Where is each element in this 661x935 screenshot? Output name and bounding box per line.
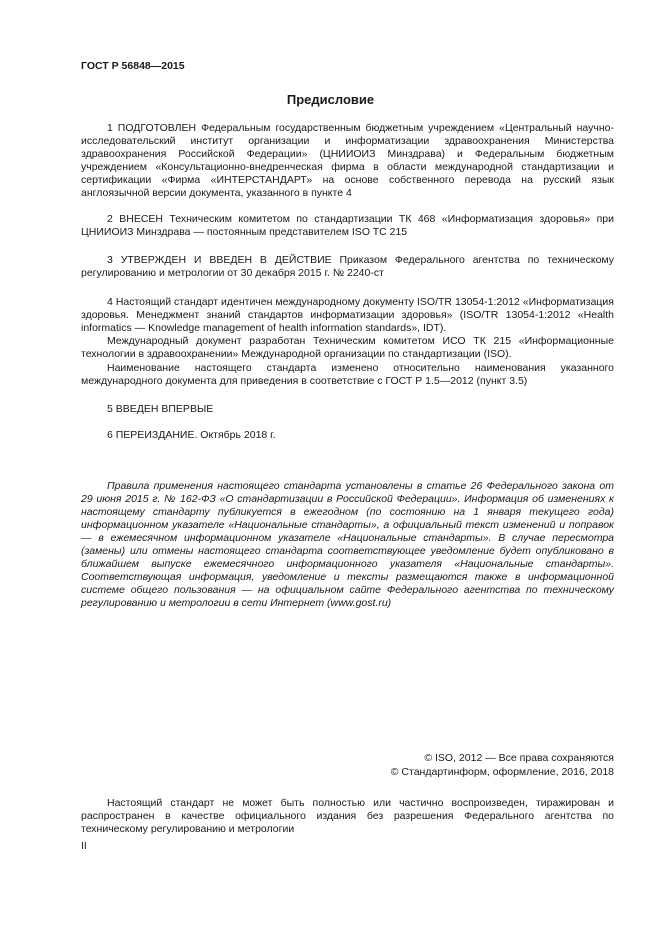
page-number: II (81, 840, 87, 852)
item-2: 2 ВНЕСЕН Техническим комитетом по стандартизации ТК 468 «Информатизация здоровья» при ЦНИИОИЗ Минздрава — постоянным представителем ISO TC 215 (81, 213, 614, 238)
item-3: 3 УТВЕРЖДЕН И ВВЕДЕН В ДЕЙСТВИЕ Приказом Федерального агентства по техническому регулированию и метрологии от 30 декабря 2015 г. № 2240-ст (81, 254, 614, 279)
item-5: 5 ВВЕДЕН ВПЕРВЫЕ (107, 403, 214, 415)
item-4: 4 Настоящий стандарт идентичен международному документу ISO/TR 13054-1:2012 «Информатизация здоровья. Менеджмент знаний стандартов информатизации здоровья» (ISO/TR 13054-1:2012 «Health informatics — Knowledge management of health information standards», IDT). (81, 296, 614, 334)
copyright-standartinform: © Стандартинформ, оформление, 2016, 2018 (390, 766, 614, 778)
item-4-note-2: Наименование настоящего стандарта изменено относительно наименования указанного международного документа для приведения в соответствие с ГОСТ Р 1.5—2012 (пункт 3.5) (81, 362, 614, 387)
item-1: 1 ПОДГОТОВЛЕН Федеральным государственным бюджетным учреждением «Центральный научно-исследовательский институт организации и информатизации здравоохранения Министерства здравоохранения Российской Федерации» (ЦНИИОИЗ Минздрава) и Федеральным бюджетным учреждением «Консультационно-внедренческая фирма в области международной стандартизации и сертификации «Фирма «ИНТЕРСТАНДАРТ» на основе собственного перевода на русский язык англоязычной версии документа, указанного в пункте 4 (81, 122, 614, 199)
document-header: ГОСТ Р 56848—2015 (81, 60, 185, 72)
copyright-iso: © ISO, 2012 — Все права сохраняются (424, 752, 614, 764)
item-4-note-1: Международный документ разработан Техническим комитетом ИСО ТК 215 «Информационные технологии в здравоохранении» Международной организации по стандартизации (ISO). (81, 335, 614, 360)
reproduction-note: Настоящий стандарт не может быть полностью или частично воспроизведен, тиражирован и распространен в качестве официального издания без разрешения Федерального агентства по техническому регулированию и метрологии (81, 797, 614, 835)
page-title: Предисловие (286, 92, 375, 107)
rules-note: Правила применения настоящего стандарта установлены в статье 26 Федерального закона от 29 июня 2015 г. № 162-ФЗ «О стандартизации в Российской Федерации». Информация об изменениях к настоящему стандарту публикуется в ежегодном (по состоянию на 1 января текущего года) информационном указателе «Национальные стандарты», а официальный текст изменений и поправок — в ежемесячном информационном указателе «Национальные стандарты». В случае пересмотра (замены) или отмены настоящего стандарта соответствующее уведомление будет опубликовано в ближайшем выпуске ежемесячного информационного указателя «Национальные стандарты». Соответствующая информация, уведомление и тексты размещаются также в информационной системе общего пользования — на официальном сайте Федерального агентства по техническому регулированию и метрологии в сети Интернет (www.gost.ru) (81, 480, 614, 609)
item-6: 6 ПЕРЕИЗДАНИЕ. Октябрь 2018 г. (107, 429, 276, 441)
